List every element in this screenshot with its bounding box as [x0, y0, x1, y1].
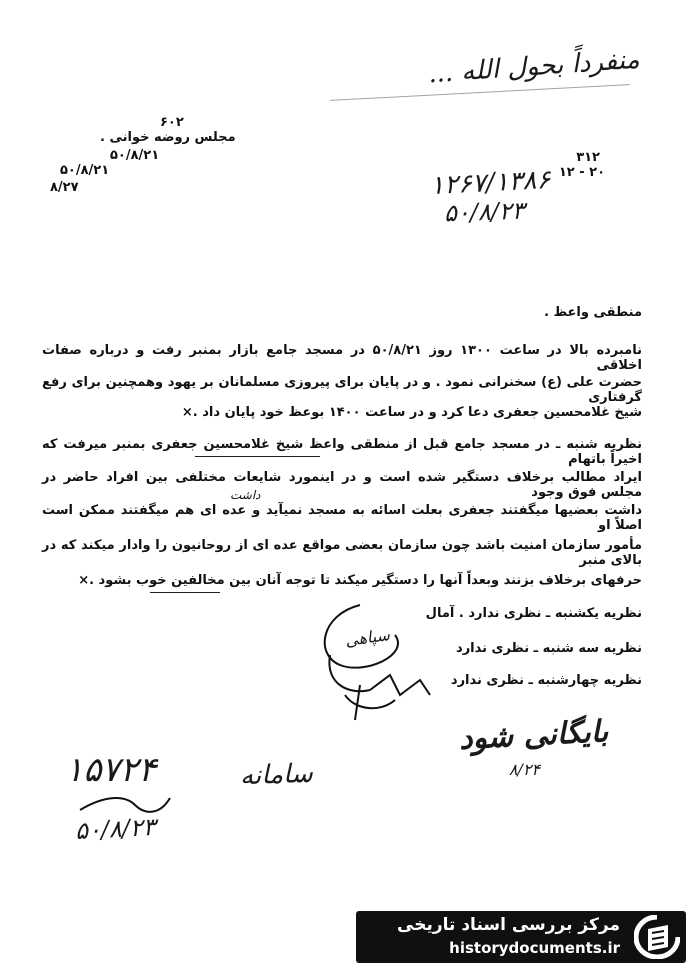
- margin-note: داشت: [230, 488, 261, 502]
- signature-scribble: [300, 595, 460, 735]
- area-label: منطقی واعظ .: [544, 305, 642, 320]
- body-line: شیخ غلامحسین جعفری دعا کرد و در ساعت ۱۴۰۰ بوعظ خود پایان داد .×: [181, 405, 642, 420]
- handwritten-top-note: منفرداً بحول الله ...: [427, 44, 641, 90]
- body-line: حرفهای برخلاف بزنند وبعداً آنها را دستگیر میکند تا توجه آنان بین مخالفین خوب بشود .×: [78, 573, 642, 588]
- ref-sub: ۱۲ - ۲۰: [558, 165, 605, 180]
- signature-word: سپاهی: [343, 624, 391, 651]
- body-line: نظریه یکشنبه ـ نظری ندارد . آمال: [425, 606, 642, 621]
- archive-date: ۸/۲۴: [508, 760, 540, 779]
- ref-number: ۳۱۲: [576, 150, 600, 165]
- archive-note: بایگانی شود: [457, 714, 609, 757]
- body-line: نظریه چهارشنبه ـ نظری ندارد: [450, 673, 642, 688]
- handwritten-number: ۱۵۷۲۴: [65, 750, 157, 790]
- body-line: داشت بعضیها میگفتند جعفری بعلت اسائه به مسجد نمیآید و عده ای هم میگفتند ممکن است اصلاً او: [42, 503, 642, 533]
- body-line: حضرت علی (ع) سخنرانی نمود . و در پایان برای پیروزی مسلمانان بر یهود وهمچنین برای رفع گرفتاری: [42, 375, 642, 405]
- doc-subject: مجلس روضه خوانی .: [100, 130, 236, 145]
- handwritten-ref-number: ۱۲۶۷/۱۳۸۶: [428, 164, 551, 202]
- opponents-underline: [150, 592, 220, 593]
- archive-logo-icon: [634, 915, 680, 959]
- body-line: نامبرده بالا در ساعت ۱۳۰۰ روز ۵۰/۸/۲۱ در مسجد جامع بازار بمنبر رفت و درباره صفات اخلاقی: [42, 343, 642, 373]
- handwritten-ref-date: ۵۰/۸/۲۳: [443, 196, 526, 228]
- handwritten-top-underline: [330, 84, 630, 101]
- bottom-handwriting: سامانه: [239, 758, 314, 792]
- doc-number: ۶۰۲: [160, 115, 184, 130]
- date-1: ۵۰/۸/۲۱: [110, 148, 160, 163]
- body-line: ایراد مطالب برخلاف دستگیر شده است و در اینمورد شایعات مختلفی بین افراد حاضر در مجلس فوق وجود: [42, 470, 642, 500]
- watermark-url: historydocuments.ir: [449, 939, 620, 957]
- date-2: ۵۰/۸/۲۱: [60, 163, 110, 178]
- body-line: نظریه شنبه ـ در مسجد جامع قبل از منطقی واعظ شیخ غلامحسین جعفری بمنبر میرفت که اخیراً باتهام: [42, 437, 642, 467]
- body-line: نظریه سه شنبه ـ نظری ندارد: [456, 641, 642, 656]
- body-line: مأمور سازمان امنیت باشد چون سازمان بعضی مواقع عده ای از روحانیون را وادار میکند که در بالای منبر: [42, 538, 642, 568]
- handwritten-bottom-date: ۵۰/۸/۲۳: [74, 812, 157, 846]
- watermark-banner: [356, 911, 686, 963]
- date-3: ۸/۲۷: [50, 180, 79, 195]
- name-underline: [195, 456, 320, 457]
- watermark-title: مرکز بررسی اسناد تاریخی: [397, 915, 620, 935]
